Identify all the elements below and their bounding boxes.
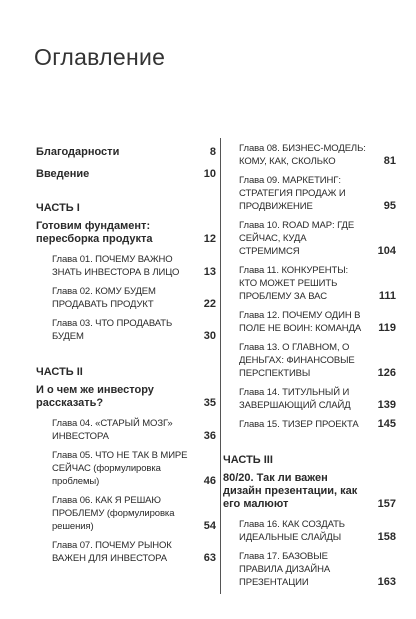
toc-entry-title: Введение [36, 168, 90, 180]
toc-entry-title: Глава 02. КОМУ БУДЕМ ПРОДАВАТЬ ПРОДУКТ [52, 286, 156, 310]
toc-entry-title: Глава 16. КАК СОЗДАТЬ ИДЕАЛЬНЫЕ СЛАЙДЫ [239, 519, 345, 543]
toc-entry-title: Глава 05. ЧТО НЕ ТАК В МИРЕ СЕЙЧАС (формулировка проблемы) [52, 450, 188, 487]
toc-entry-page: 158 [377, 531, 396, 543]
toc-entry-title: Глава 06. КАК Я РЕШАЮ ПРОБЛЕМУ (формулировка решения) [52, 495, 175, 532]
toc-entry-page: 46 [203, 475, 216, 487]
toc-section[interactable] [36, 168, 216, 181]
toc-entry-title: Готовим фундамент: пересборка продукта [36, 220, 153, 245]
toc-entry-title: ЧАСТЬ III [223, 454, 273, 466]
toc-entry-title: ЧАСТЬ I [36, 202, 80, 214]
toc-chapter[interactable] [223, 142, 396, 168]
toc-entry-title: Глава 03. ЧТО ПРОДАВАТЬ БУДЕМ [52, 318, 173, 342]
toc-chapter[interactable] [36, 253, 216, 279]
toc-chapter[interactable] [36, 417, 216, 443]
toc-chapter[interactable] [223, 219, 396, 258]
toc-entry-title: Глава 12. ПОЧЕМУ ОДИН В ПОЛЕ НЕ ВОИН: КОМАНДА [239, 310, 362, 334]
toc-chapter[interactable] [223, 518, 396, 544]
toc-entry-title: Глава 11. КОНКУРЕНТЫ: КТО МОЖЕТ РЕШИТЬ ПРОБЛЕМУ ЗА ВАС [239, 265, 349, 302]
toc-entry-title: Глава 01. ПОЧЕМУ ВАЖНО ЗНАТЬ ИНВЕСТОРА В ЛИЦО [52, 254, 180, 278]
toc-entry-title: Глава 07. ПОЧЕМУ РЫНОК ВАЖЕН ДЛЯ ИНВЕСТОРА [52, 540, 172, 564]
toc-chapter[interactable] [223, 309, 396, 335]
toc-chapter[interactable] [36, 317, 216, 343]
toc-section[interactable] [36, 146, 216, 159]
toc-section[interactable] [36, 384, 216, 410]
toc-entry-page: 54 [203, 520, 216, 532]
toc-column-right [223, 142, 396, 589]
toc-section[interactable] [36, 220, 216, 246]
toc-chapter[interactable] [223, 418, 396, 431]
toc-entry-page: 22 [203, 298, 216, 310]
toc-chapter[interactable] [36, 285, 216, 311]
toc-entry-page: 8 [209, 146, 216, 158]
toc-entry-page: 111 [378, 290, 396, 302]
toc-entry-page: 145 [377, 418, 396, 430]
toc-entry-page: 81 [383, 155, 396, 167]
toc-entry-title: Глава 13. О ГЛАВНОМ, О ДЕНЬГАХ: ФИНАНСОВЫЕ ПЕРСПЕКТИВЫ [239, 342, 355, 379]
toc-entry-page: 139 [377, 399, 396, 411]
toc-chapter[interactable] [223, 386, 396, 412]
toc-chapter[interactable] [36, 539, 216, 565]
toc-entry-title: 80/20. Так ли важен дизайн презентации, как его малюют [223, 472, 358, 510]
toc-entry-page: 10 [203, 168, 216, 180]
toc-entry-title: Благодарности [36, 146, 120, 158]
toc-entry-page: 13 [203, 266, 216, 278]
toc-entry-page: 157 [377, 498, 396, 510]
toc-entry-page: 104 [377, 245, 396, 257]
toc-entry-title: Глава 14. ТИТУЛЬНЫЙ И ЗАВЕРШАЮЩИЙ СЛАЙД [239, 387, 351, 411]
toc-entry-title: Глава 17. БАЗОВЫЕ ПРАВИЛА ДИЗАЙНА ПРЕЗЕНТАЦИИ [239, 551, 331, 588]
toc-entry-title: Глава 10. ROAD MAP: ГДЕ СЕЙЧАС, КУДА СТРЕМИМСЯ [239, 220, 355, 257]
toc-entry-title: ЧАСТЬ II [36, 366, 83, 378]
toc-chapter[interactable] [223, 550, 396, 589]
toc-entry-title: Глава 08. БИЗНЕС-МОДЕЛЬ: КОМУ, КАК, СКОЛЬКО [239, 143, 366, 167]
toc-part-heading[interactable] [36, 202, 216, 215]
toc-entry-page: 12 [203, 233, 216, 245]
toc-entry-page: 36 [203, 430, 216, 442]
toc-entry-page: 63 [203, 552, 216, 564]
page-title: Оглавление [34, 44, 166, 70]
toc-entry-page: 30 [203, 330, 216, 342]
column-divider [220, 138, 221, 594]
toc-part-heading[interactable] [223, 454, 396, 467]
toc-chapter[interactable] [223, 341, 396, 380]
toc-entry-page: 95 [383, 200, 396, 212]
toc-entry-page: 119 [378, 322, 396, 334]
toc-entry-page: 35 [203, 397, 216, 409]
toc-column-left [36, 142, 216, 565]
toc-chapter[interactable] [223, 174, 396, 213]
toc-entry-title: И о чем же инвестору рассказать? [36, 384, 154, 409]
toc-entry-title: Глава 04. «СТАРЫЙ МОЗГ» ИНВЕСТОРА [52, 418, 173, 442]
toc-chapter[interactable] [36, 449, 216, 488]
toc-section[interactable] [223, 472, 396, 511]
toc-entry-page: 126 [377, 367, 396, 379]
toc-chapter[interactable] [223, 264, 396, 303]
toc-chapter[interactable] [36, 494, 216, 533]
toc-entry-title: Глава 09. МАРКЕТИНГ: СТРАТЕГИЯ ПРОДАЖ И ПРОДВИЖЕНИЕ [239, 175, 346, 212]
toc-part-heading[interactable] [36, 366, 216, 379]
toc-entry-page: 163 [377, 576, 396, 588]
toc-entry-title: Глава 15. ТИЗЕР ПРОЕКТА [239, 419, 359, 430]
